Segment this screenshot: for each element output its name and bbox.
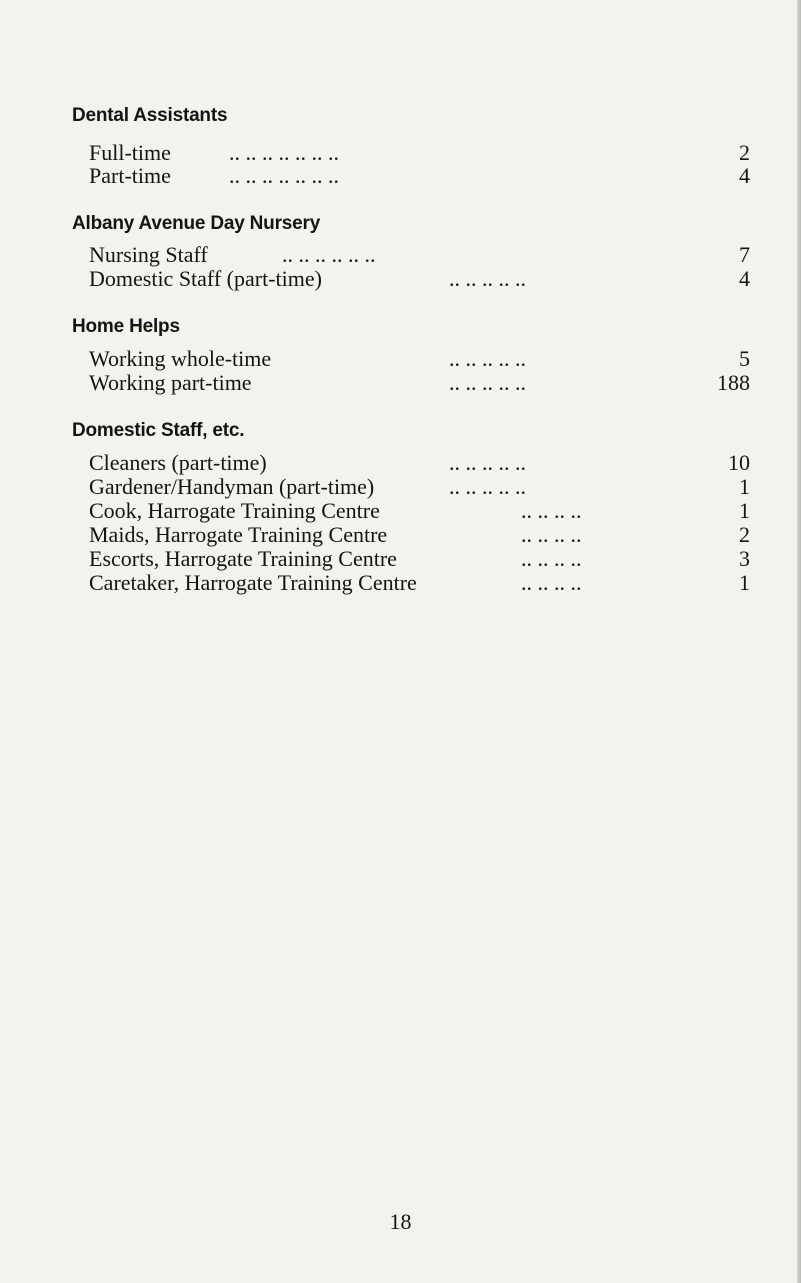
row-label: Caretaker, Harrogate Training Centre — [89, 570, 417, 595]
row-value: 4 — [739, 163, 750, 188]
row-value: 2 — [739, 140, 750, 165]
row-label: Maids, Harrogate Training Centre — [89, 522, 388, 547]
dot-leader: .. .. .. .. .. .. .. — [229, 163, 339, 188]
page-edge-shadow — [797, 0, 801, 1283]
row-label: Full-time — [89, 140, 171, 165]
page-number: 18 — [389, 1209, 412, 1234]
table-row — [89, 499, 750, 523]
dot-leader: .. .. .. .. — [521, 570, 582, 595]
dot-leader: .. .. .. .. — [521, 498, 582, 523]
table-row — [89, 523, 750, 547]
table-row — [89, 371, 750, 395]
row-label: Escorts, Harrogate Training Centre — [89, 546, 397, 571]
row-value: 1 — [739, 570, 750, 595]
row-value: 10 — [728, 450, 750, 475]
row-value: 2 — [739, 522, 750, 547]
section-heading-home-helps: Home Helps — [72, 316, 180, 337]
row-label: Gardener/Handyman (part-time) — [89, 474, 375, 499]
dot-leader: .. .. .. .. — [521, 546, 582, 571]
table-row — [89, 141, 750, 165]
table-row — [89, 571, 750, 595]
table-row — [89, 547, 750, 571]
table-row — [89, 243, 750, 267]
table-row — [89, 347, 750, 371]
row-label: Working part-time — [89, 370, 252, 395]
row-label: Working whole-time — [89, 346, 272, 371]
row-value: 3 — [739, 546, 750, 571]
table-row — [89, 451, 750, 475]
row-label: Domestic Staff (part-time) — [89, 266, 322, 291]
row-label: Cook, Harrogate Training Centre — [89, 498, 380, 523]
section-heading-dental-assistants: Dental Assistants — [72, 105, 228, 126]
row-value: 5 — [739, 346, 750, 371]
section-heading-albany-avenue-day-nursery: Albany Avenue Day Nursery — [72, 213, 321, 234]
table-row — [89, 475, 750, 499]
dot-leader: .. .. .. .. .. — [449, 450, 526, 475]
row-label: Nursing Staff — [89, 242, 208, 267]
row-value: 7 — [739, 242, 750, 267]
dot-leader: .. .. .. .. .. .. — [282, 242, 376, 267]
dot-leader: .. .. .. .. .. — [449, 370, 526, 395]
row-label: Cleaners (part-time) — [89, 450, 267, 475]
section-heading-domestic-staff: Domestic Staff, etc. — [72, 420, 245, 441]
dot-leader: .. .. .. .. .. .. .. — [229, 140, 339, 165]
dot-leader: .. .. .. .. .. — [449, 266, 526, 291]
dot-leader: .. .. .. .. .. — [449, 346, 526, 371]
row-label: Part-time — [89, 163, 171, 188]
table-row — [89, 267, 750, 291]
row-value: 1 — [739, 474, 750, 499]
dot-leader: .. .. .. .. .. — [449, 474, 526, 499]
table-row — [89, 164, 750, 188]
row-value: 4 — [739, 266, 750, 291]
dot-leader: .. .. .. .. — [521, 522, 582, 547]
row-value: 1 — [739, 498, 750, 523]
row-value: 188 — [717, 370, 750, 395]
